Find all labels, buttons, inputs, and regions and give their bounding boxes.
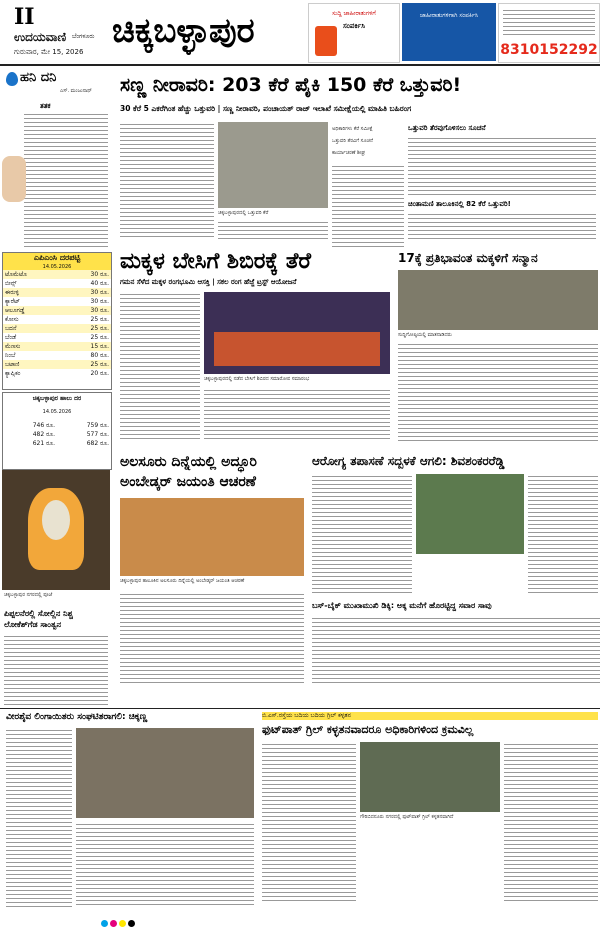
ambedkar-photo (120, 498, 304, 576)
rate-date: 14.05.2026 (3, 264, 111, 270)
rate-item: ಕ್ಯಾಪ್ಸಿಕಂ (5, 369, 21, 377)
milk-box (2, 392, 112, 470)
lead-side-body (408, 136, 596, 196)
milk-row (3, 430, 111, 439)
left-column (0, 68, 112, 708)
milk-row (3, 421, 111, 430)
rate-price: 25 ರೂ. (90, 360, 109, 368)
rate-item: ಕೋಸು (5, 315, 19, 323)
rate-row (3, 297, 111, 306)
rate-row (3, 306, 111, 315)
lead-story (116, 68, 600, 246)
lead-subhead: 30 ಕೆರೆ 5 ಎಕರೆಗಿಂತ ಹೆಚ್ಚು ಒತ್ತುವರಿ | ಸಣ್ಣ ನೀರಾವರಿ, ಪಂಚಾಯತ್ ರಾಜ್ ಇಲಾಖೆ ಸಮೀಕ್ಷೆಯಲ್ಲಿ ಮಾಹಿತಿ ಬಹಿರಂಗ (120, 104, 412, 113)
left-story-headline: ಪಿಪ್ಪಲನೆರಲ್ಲಿ ಸೋಲ್ಲಿನ ನಿಶ್ಚ ಲೋಕೆಶ್‌ಗೆಡ ಸಾಂತ್ವನ (4, 609, 73, 629)
ad1-line1: ಸುದ್ದಿ ಜಾಹೀರಾತುಗಳಿಗೆ (332, 10, 376, 17)
rate-row (3, 360, 111, 369)
rate-row (3, 324, 111, 333)
rate-box (2, 252, 112, 390)
footpath-photo (360, 742, 500, 812)
quote-title: ತತಕ (40, 102, 51, 110)
rate-item: ಬದನೆ (5, 324, 17, 332)
ad-1 (308, 3, 400, 63)
footpath-caption: ಗೌರಿಬಿದನೂರು ನಗರದಲ್ಲಿ ಫುಟ್‌ಪಾತ್ ಗ್ರಿಲ್ ಕಳ್ಳತನವಾಗಿದೆ (360, 814, 454, 820)
rate-price: 25 ರೂ. (90, 324, 109, 332)
lead-side-headline: ಒತ್ತುವರಿ ತೆರವುಗೊಳಿಸಲು ಸೂಚನೆ (408, 124, 486, 132)
rate-item: ಟೊಮೆಟೊ (5, 270, 27, 278)
health-headline: ಆರೋಗ್ಯ ತಪಾಸಣೆ ಸದ್ಬಳಕೆ ಆಗಲಿ: ಶಿವಶಂಕರರೆಡ್ಡಿ (312, 454, 505, 468)
rate-title: ಎಪಿಎಂಸಿ ದರಪಟ್ಟಿ (3, 253, 111, 264)
lead-body-1 (120, 122, 214, 240)
milk-price: 682 ರೂ. (86, 439, 109, 447)
felicitation-headline: 17ಕ್ಕೆ ಪ್ರತಿಭಾವಂತ ಮಕ್ಕಳಿಗೆ ಸನ್ಮಾನ (398, 251, 538, 265)
ad-3 (498, 3, 600, 63)
footpath-headline: ಫುಟ್‌ಪಾತ್ ಗ್ರಿಲ್ ಕಳ್ಳತನವಾದರೂ ಅಧಿಕಾರಿಗಳಿಂದ ಕ್ರಮವಿಲ್ಲ (262, 723, 474, 736)
rate-item: ಮೆಣಸು (5, 342, 21, 350)
rate-item: ಈರುಳ್ಳಿ (5, 288, 19, 296)
rate-price: 25 ರೂ. (90, 315, 109, 323)
shrine-photo (2, 470, 110, 590)
page-number: II (14, 4, 35, 30)
health-photo (416, 474, 524, 554)
rate-row (3, 279, 111, 288)
ad-2 (402, 3, 496, 61)
ambedkar-caption: ಚಿಕ್ಕಬಳ್ಳಾಪುರ ತಾಲೂಕಿನ ಅಲಸೂರು ದಿನ್ನೆಯಲ್ಲಿ ಅಂಬೇಡ್ಕರ್ ಜಯಂತಿ ಆಚರಣೆ (120, 578, 245, 584)
rate-row (3, 288, 111, 297)
veerashaiva-headline: ವೀರಶೈವ ಲಿಂಗಾಯಿತರು ಸಂಘಟಿತರಾಗಲಿ: ಚಿಕ್ಕಣ್ಣ (6, 712, 148, 722)
lead-body-2 (218, 220, 328, 242)
rate-item: ಬೀನ್ಸ್ (5, 279, 17, 287)
milk-price: 577 ರೂ. (86, 430, 109, 438)
camp-headline: ಮಕ್ಕಳ ಬೇಸಿಗೆ ಶಿಬಿರಕ್ಕೆ ತೆರೆ (120, 249, 311, 274)
ad2-text: ಜಾಹೀರಾತುಗಳಿಗಾಗಿ ಸಂಪರ್ಕಿಸಿ (419, 12, 479, 19)
column-logo: ಹನಿ ದನಿ (20, 70, 57, 85)
story-veerashaiva (4, 710, 256, 910)
story-camp (116, 248, 392, 448)
footpath-tag: ಬಿ.ಎಸ್.ರಸ್ತೆಯ ಬದಿಯ ಬದಿಯ ಗ್ರಿಲ್ ಕಳ್ಳತನ (262, 712, 598, 720)
lead-photo-caption: ಚಿಕ್ಕಬಳ್ಳಾಪುರದಲ್ಲಿ ಒತ್ತುವರಿ ಕೆರೆ (218, 210, 269, 216)
edition: ಬೆಂಗಳೂರು (72, 33, 95, 40)
rate-price: 40 ರೂ. (90, 279, 109, 287)
hand-illustration (2, 156, 26, 202)
camp-photo (204, 292, 390, 374)
registration-marks (100, 912, 520, 922)
rate-item: ಬಟಾಣಿ (5, 360, 20, 368)
rate-item: ನಿಂಬೆ (5, 351, 16, 359)
lead-headline: ಸಣ್ಣ ನೀರಾವರಿ: 203 ಕೆರೆ ಪೈಕಿ 150 ಕೆರೆ ಒತ್ತುವರಿ! (120, 74, 462, 96)
lead-side-box: ಚಿಂತಾಮಣಿ ತಾಲೂಕಿನಲ್ಲಿ 82 ಕೆರೆ ಒತ್ತುವರಿ! (408, 200, 511, 208)
camp-caption: ಚಿಕ್ಕಬಳ್ಳಾಪುರದಲ್ಲಿ ನಡೆದ ಬೇಸಿಗೆ ಶಿಬಿರದ ಸಮಾರೋಪ ಸಮಾರಂಭ (204, 376, 310, 382)
story-ambedkar (116, 452, 306, 688)
story-footpath (260, 710, 600, 910)
rate-price: 30 ರೂ. (90, 288, 109, 296)
ad1-line2: ಸಂಪರ್ಕಿಸಿ (343, 22, 365, 30)
rate-item: ಕ್ಯಾರೆಟ್ (5, 297, 20, 305)
section-title: ಚಿಕ್ಕಬಳ್ಳಾಪುರ (112, 11, 255, 51)
rate-row (3, 342, 111, 351)
rate-price: 30 ರೂ. (90, 306, 109, 314)
rate-row (3, 351, 111, 360)
camp-subhead: ಗಮನ ಸೆಳೆದ ಮಕ್ಕಳ ರಂಗಭೂಮಿ ಆಸಕ್ತಿ | ಸಕಲ ರಂಗ ಹೆಜ್ಜೆ ಟ್ರಸ್ಟ್ ಆಯೋಜನೆ (120, 278, 297, 286)
rate-price: 30 ರೂ. (90, 270, 109, 278)
rate-price: 25 ರೂ. (90, 333, 109, 341)
date: ಗುರುವಾರ, ಮೇ 15, 2026 (14, 48, 84, 56)
lead-bullet: ಅಧಿಕಾರಿಗಳು ಕೆರೆ ಸಮೀಕ್ಷೆ (332, 126, 373, 132)
column-credit: ಎಸ್. ಮಂಜುನಾಥ್ (60, 88, 92, 94)
rate-price: 20 ರೂ. (90, 369, 109, 377)
quote-text (24, 112, 108, 248)
rate-price: 30 ರೂ. (90, 297, 109, 305)
felicitation-photo (398, 270, 598, 330)
milk-price: 746 ರೂ. (32, 421, 55, 429)
felicitation-caption: ಸುದ್ದಿಗೋಷ್ಠಿಯಲ್ಲಿ ಮಾತನಾಡಿದರು (398, 332, 452, 338)
rate-row (3, 369, 111, 378)
milk-title: ಚಿಕ್ಕಬಳ್ಳಾಪುರ ಹಾಲು ದರ (32, 395, 82, 402)
rate-price: 80 ರೂ. (90, 351, 109, 359)
ambedkar-headline: ಅಲಸೂರು ದಿನ್ನೆಯಲ್ಲಿ ಅದ್ಧೂರಿ ಅಂಬೇಡ್ಕರ್ ಜಯಂತಿ ಆಚರಣೆ (120, 454, 257, 490)
rate-row (3, 270, 111, 279)
rate-item: ಆಲೂಗಡ್ಡೆ (5, 306, 25, 314)
paper-name: ಉದಯವಾಣಿ (14, 30, 67, 44)
milk-price: 482 ರೂ. (32, 430, 55, 438)
masthead (0, 0, 600, 64)
rate-row (3, 315, 111, 324)
milk-price: 621 ರೂ. (32, 439, 55, 447)
rate-item: ಬೆಂಡೆ (5, 333, 17, 341)
lead-photo (218, 122, 328, 208)
milk-row (3, 439, 111, 448)
shrine-caption: ಚಿಕ್ಕಬಳ್ಳಾಪುರ ನಗರದಲ್ಲಿ ಪೂಜೆ (4, 592, 53, 598)
milk-date: 14.05.2026 (42, 409, 72, 415)
veerashaiva-photo (76, 728, 254, 818)
left-story-body (4, 634, 108, 706)
story-felicitation (396, 248, 600, 448)
milk-price: 759 ರೂ. (86, 421, 109, 429)
story-health (310, 452, 600, 688)
rate-table (3, 270, 111, 378)
lead-bullet: ಒತ್ತುವರಿ ತೆರವಿಗೆ ಸೂಚನೆ (332, 138, 373, 144)
ad3-phone: 8310152292 (500, 42, 598, 58)
rate-price: 15 ರೂ. (90, 342, 109, 350)
logo-honey-drop-icon (6, 72, 18, 86)
lead-bullets (332, 122, 404, 242)
rate-row (3, 333, 111, 342)
ad1-phone-icon (315, 26, 337, 56)
accident-headline: ಬಸ್-ಬೈಕ್ ಮುಖಾಮುಖಿ ಡಿಕ್ಕಿ: ಅಕ್ಕ ಮನೆಗೆ ಹೊರಟ್ಟಿದ್ದ ಸವಾರ ಸಾವು (312, 601, 492, 610)
milk-table (3, 421, 111, 448)
lead-bullet: ಕಾರ್ಯಾಚರಣೆ ಶೀಘ್ರ (332, 150, 366, 156)
